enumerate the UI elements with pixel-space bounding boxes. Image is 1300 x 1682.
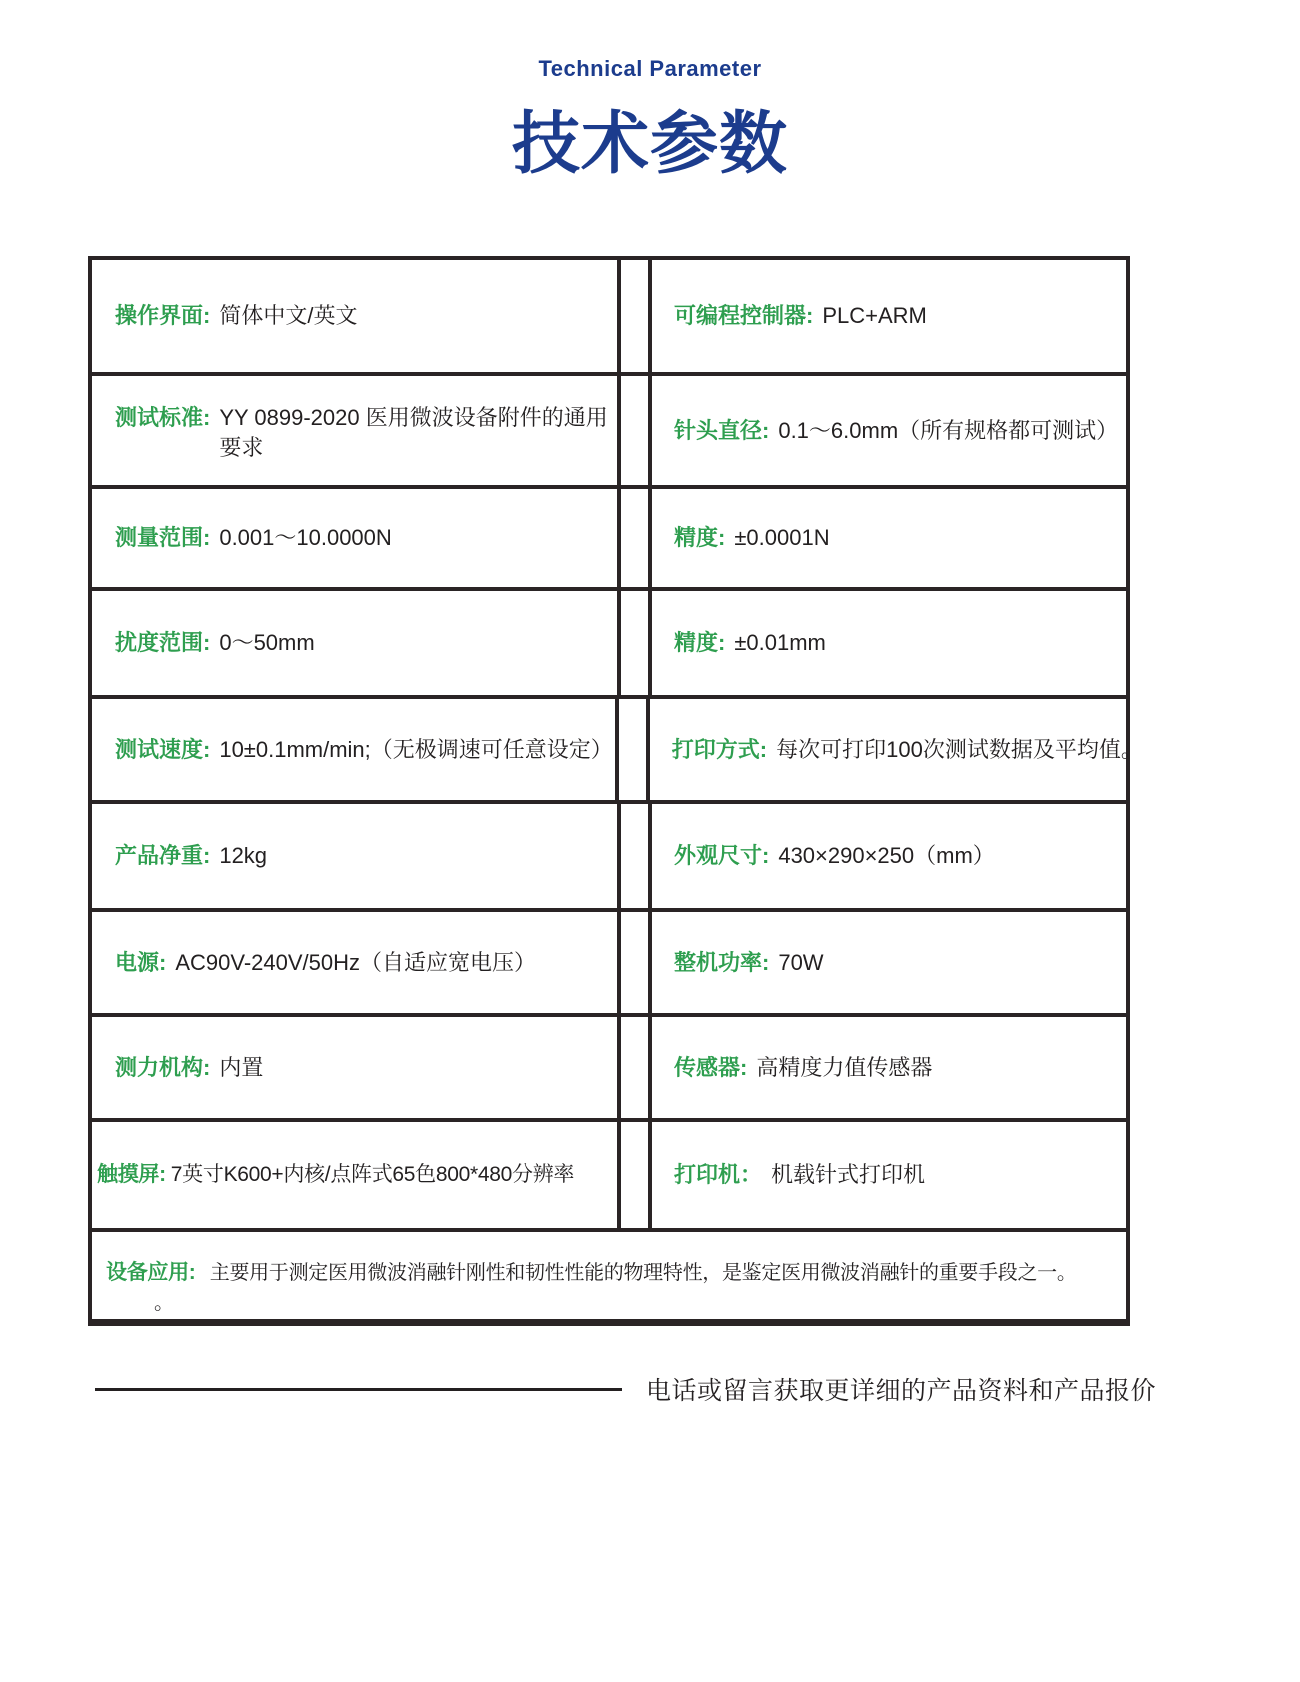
spec-value: 0～50mm	[219, 630, 315, 655]
table-row	[92, 489, 1126, 591]
spec-label: 测量范围:	[115, 525, 211, 550]
spec-value: 0.1～6.0mm（所有规格都可测试）	[778, 417, 1119, 443]
header-subtitle: Technical Parameter	[538, 56, 762, 81]
spec-value: 70W	[778, 949, 824, 975]
spec-label: 精度:	[674, 630, 726, 655]
table-row	[92, 1017, 1126, 1122]
page-footer	[95, 1368, 1205, 1410]
spec-label: 测试标准:	[115, 405, 211, 430]
cell-dimensions	[648, 804, 1126, 908]
cell-deflection-range	[92, 591, 621, 695]
spec-label: 打印机：	[674, 1162, 763, 1187]
cell-test-speed	[92, 699, 619, 800]
column-gap	[621, 912, 648, 1013]
column-gap	[621, 376, 648, 485]
column-gap	[621, 591, 648, 695]
spec-table	[88, 256, 1143, 1326]
cell-print-mode	[646, 699, 1147, 800]
spec-value: 内置	[219, 1054, 264, 1080]
cell-total-power	[648, 912, 1126, 1013]
table-row	[92, 1122, 1126, 1232]
table-row	[92, 804, 1126, 912]
table-row	[92, 376, 1126, 489]
spec-label: 针头直径:	[674, 417, 770, 443]
spec-label: 电源:	[115, 949, 167, 975]
spec-value: ±0.01mm	[734, 630, 826, 655]
spec-value: 12kg	[219, 843, 268, 868]
spec-label: 触摸屏:	[97, 1163, 166, 1186]
column-gap	[621, 1122, 648, 1228]
cell-touch-screen	[92, 1122, 621, 1228]
spec-label: 外观尺寸:	[674, 843, 770, 868]
cell-ui-language	[92, 260, 621, 372]
cell-test-standard	[92, 376, 621, 485]
cell-force-accuracy	[648, 489, 1126, 587]
column-gap	[621, 1017, 648, 1118]
device-application-row	[92, 1232, 1126, 1319]
page-title: 技术参数	[511, 106, 788, 182]
spec-value: ±0.0001N	[734, 525, 830, 550]
column-gap	[621, 804, 648, 908]
column-gap	[621, 489, 648, 587]
cell-measure-range	[92, 489, 621, 587]
cell-force-mechanism	[92, 1017, 621, 1118]
table-row	[92, 260, 1126, 376]
spec-value: AC90V-240V/50Hz（自适应宽电压）	[175, 949, 536, 975]
spec-label: 可编程控制器:	[674, 303, 814, 328]
cell-sensor	[648, 1017, 1126, 1118]
footer-rule	[95, 1388, 622, 1391]
column-gap	[619, 699, 646, 800]
cell-displacement-accuracy	[648, 591, 1126, 695]
table-row	[92, 912, 1126, 1017]
spec-value: 高精度力值传感器	[756, 1054, 933, 1080]
column-gap	[621, 260, 648, 372]
spec-label: 打印方式:	[671, 736, 768, 762]
spec-value: 简体中文/英文	[219, 303, 358, 328]
page-header	[0, 56, 1300, 187]
spec-label: 测力机构:	[115, 1054, 211, 1080]
cell-net-weight	[92, 804, 621, 908]
table-row	[92, 699, 1143, 804]
application-text-line2	[154, 1288, 1120, 1318]
spec-value: 430×290×250（mm）	[778, 843, 995, 868]
spec-label: 扰度范围:	[115, 630, 211, 655]
cell-needle-diameter	[648, 376, 1126, 485]
spec-label: 精度:	[674, 525, 726, 550]
spec-label: 产品净重:	[115, 843, 211, 868]
spec-value: 机载针式打印机	[771, 1162, 926, 1187]
table-row	[92, 591, 1126, 699]
spec-label: 测试速度:	[115, 736, 211, 762]
spec-label: 传感器:	[674, 1054, 748, 1080]
cell-printer	[648, 1122, 1126, 1228]
spec-label: 设备应用:	[106, 1261, 196, 1284]
spec-value: 每次可打印100次测试数据及平均值。	[776, 736, 1143, 762]
spec-value: 10±0.1mm/min;（无极调速可任意设定）	[219, 736, 613, 762]
spec-value: YY 0899-2020 医用微波设备附件的通用要求	[219, 405, 608, 460]
cell-controller	[648, 260, 1126, 372]
spec-value-overflow: 。	[154, 1292, 174, 1314]
spec-value: 主要用于测定医用微波消融针刚性和韧性性能的物理特性，是鉴定医用微波消融针的重要手段之一。	[209, 1262, 1077, 1284]
spec-value: 7英寸K600+内核/点阵式65色800*480分辨率	[170, 1163, 575, 1186]
cell-device-application	[92, 1232, 1126, 1319]
spec-label: 操作界面:	[115, 303, 211, 328]
cell-power-supply	[92, 912, 621, 1013]
application-text-line1	[106, 1258, 1120, 1288]
spec-value: 0.001～10.0000N	[219, 525, 392, 550]
spec-value: PLC+ARM	[822, 303, 927, 328]
footer-note: 电话或留言获取更详细的产品资料和产品报价	[646, 1377, 1157, 1405]
spec-label: 整机功率:	[674, 949, 770, 975]
